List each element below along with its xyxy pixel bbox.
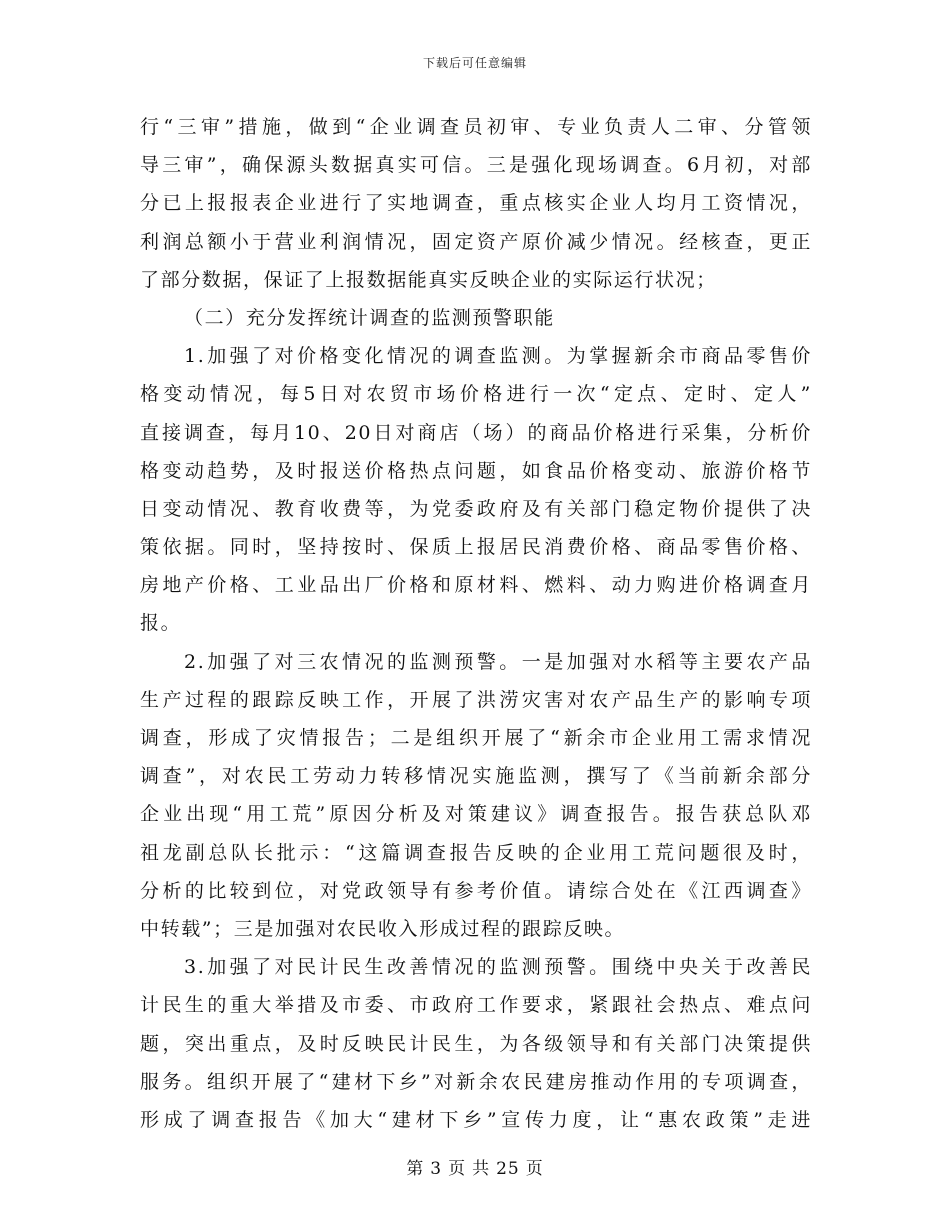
body-line: 服务。组织开展了“建材下乡”对新余农民建房推动作用的专项调查， bbox=[140, 1070, 812, 1093]
body-line: 格变动趋势，及时报送价格热点问题，如食品价格变动、旅游价格节 bbox=[140, 459, 812, 482]
page-footer bbox=[0, 1154, 950, 1179]
total-label: 共 bbox=[472, 1159, 491, 1179]
body-line: 利润总额小于营业利润情况，固定资产原价减少情况。经核查，更正 bbox=[140, 230, 812, 253]
total-pages-number: 25 bbox=[496, 1159, 520, 1179]
section-heading: （二）充分发挥统计调查的监测预警职能 bbox=[184, 306, 555, 329]
body-line: 计民生的重大举措及市委、市政府工作要求，紧跟社会热点、难点问 bbox=[140, 994, 812, 1017]
page-label-suffix: 页 bbox=[525, 1159, 544, 1179]
body-line: 形成了调查报告《加大“建材下乡”宣传力度，让“惠农政策”走进 bbox=[140, 1108, 812, 1131]
body-line: 祖龙副总队长批示：“这篇调查报告反映的企业用工荒问题很及时， bbox=[140, 841, 812, 864]
body-line: 分析的比较到位，对党政领导有参考价值。请综合处在《江西调查》 bbox=[140, 879, 812, 902]
body-line: 策依据。同时，坚持按时、保质上报居民消费价格、商品零售价格、 bbox=[140, 536, 812, 559]
paragraph-start: 3.加强了对民计民生改善情况的监测预警。围绕中央关于改善民 bbox=[184, 956, 812, 979]
paragraph-start: 1.加强了对价格变化情况的调查监测。为掌握新余市商品零售价 bbox=[184, 345, 812, 368]
body-line: 生产过程的跟踪反映工作，开展了洪涝灾害对农产品生产的影响专项 bbox=[140, 688, 812, 711]
body-line: 报。 bbox=[140, 612, 182, 635]
current-page-number: 3 bbox=[430, 1159, 443, 1179]
body-line: 直接调查，每月10、20日对商店（场）的商品价格进行采集，分析价 bbox=[140, 421, 812, 444]
body-line: 格变动情况，每5日对农贸市场价格进行一次“定点、定时、定人” bbox=[140, 383, 812, 406]
body-line: 中转载”；三是加强对农民收入形成过程的跟踪反映。 bbox=[140, 917, 626, 940]
page-label-prefix: 第 bbox=[406, 1159, 425, 1179]
document-body bbox=[140, 108, 812, 1139]
body-line: 日变动情况、教育收费等，为党委政府及有关部门稳定物价提供了决 bbox=[140, 497, 812, 520]
page-header: 下载后可任意编辑 bbox=[422, 56, 527, 70]
body-line: 调查”，对农民工劳动力转移情况实施监测，撰写了《当前新余部分 bbox=[140, 765, 812, 788]
body-line: 调查，形成了灾情报告；二是组织开展了“新余市企业用工需求情况 bbox=[140, 727, 812, 749]
paragraph-start: 2.加强了对三农情况的监测预警。一是加强对水稻等主要农产品 bbox=[184, 650, 812, 673]
body-line: 导三审”，确保源头数据真实可信。三是强化现场调查。6月初，对部 bbox=[140, 154, 812, 177]
body-line: 房地产价格、工业品出厂价格和原材料、燃料、动力购进价格调查月 bbox=[140, 574, 812, 597]
body-line: 了部分数据，保证了上报数据能真实反映企业的实际运行状况； bbox=[140, 268, 717, 291]
body-line: 企业出现“用工荒”原因分析及对策建议》调查报告。报告获总队邓 bbox=[140, 803, 812, 826]
page-label-mid: 页 bbox=[448, 1159, 467, 1179]
body-line: 题，突出重点，及时反映民计民生，为各级领导和有关部门决策提供 bbox=[140, 1032, 812, 1055]
body-line: 行“三审”措施，做到“企业调查员初审、专业负责人二审、分管领 bbox=[140, 116, 812, 138]
body-line: 分已上报报表企业进行了实地调查，重点核实企业人均月工资情况， bbox=[140, 192, 812, 215]
